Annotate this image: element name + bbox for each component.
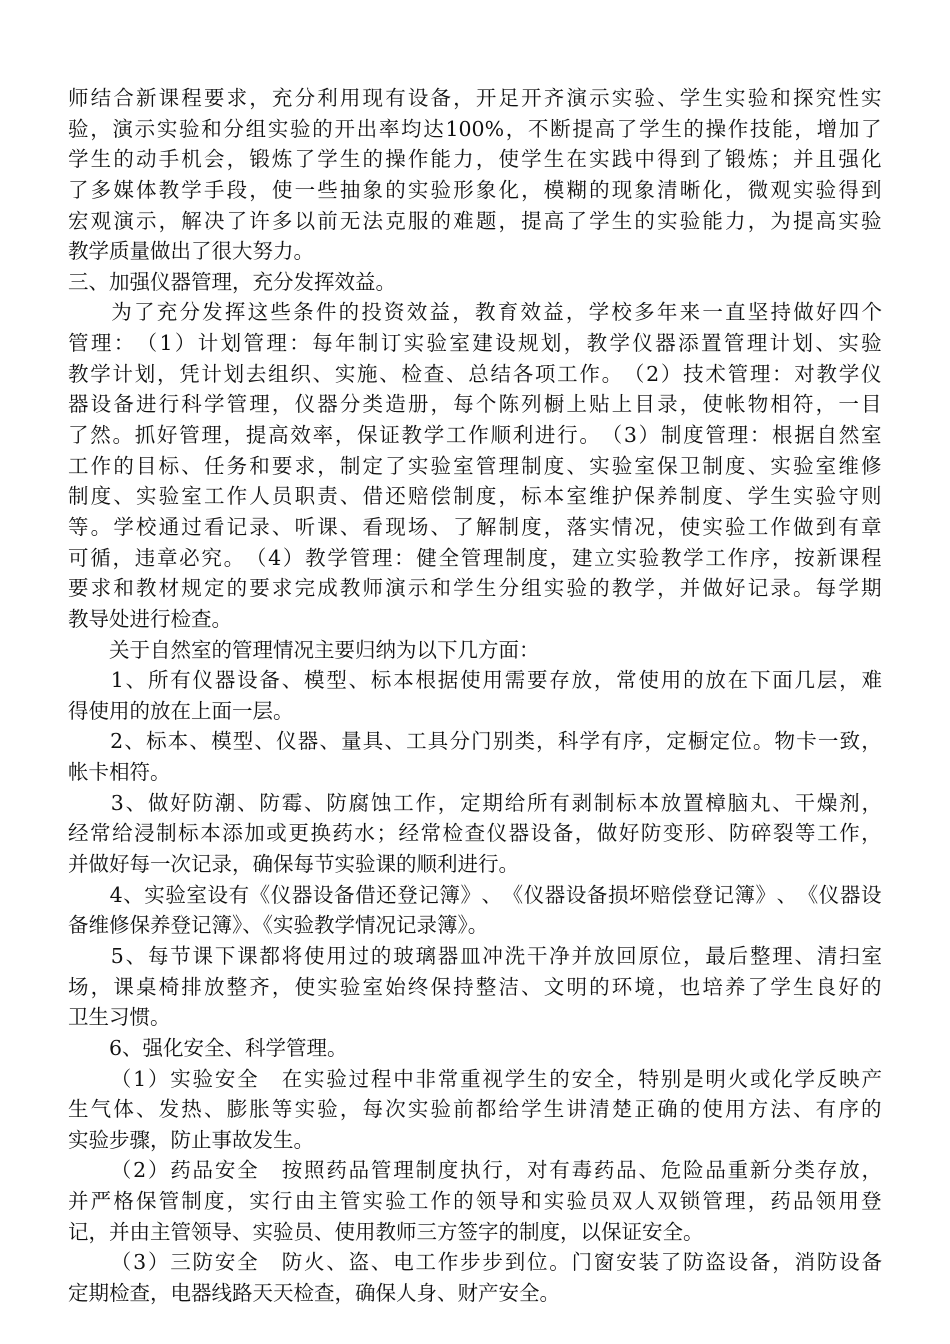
- text-line: 关于自然室的管理情况主要归纳为以下几方面：: [68, 637, 540, 662]
- text-line: 定期检查，电器线路天天检查，确保人身、财产安全。: [68, 1280, 560, 1305]
- text-line: 5 、 每 节 课 下 课 都 将 使 用 过 的 玻 璃 器 皿 冲 洗 干 净 并 放 回 原 位 ， 最 后 整 理 、 清 扫 室: [110, 943, 882, 968]
- text-line: 记，并由主管领导、实验员、使用教师三方签字的制度，以保证安全。: [68, 1219, 704, 1244]
- text-line: 管 理 ： （ 1 ） 计 划 管 理 ： 每 年 制 订 实 验 室 建 设 规 划 ， 教 学 仪 器 添 置 管 理 计 划 、 实 验: [68, 331, 882, 356]
- text-line: 了 然 。 抓 好 管 理 ， 提 高 效 率 ， 保 证 教 学 工 作 顺 利 进 行 。 （ 3 ） 制 度 管 理 ： 根 据 自 然 室: [68, 423, 882, 448]
- text-line: 等 。 学 校 通 过 看 记 录 、 听 课 、 看 现 场 、 了 解 制 度 ， 落 实 情 况 ， 使 实 验 工 作 做 到 有 章: [68, 514, 882, 539]
- text-line: 教导处进行检查。: [68, 606, 232, 631]
- text-line: （ 3 ） 三 防 安 全 防 火 、 盗 、 电 工 作 步 步 到 位 。 门 窗 安 装 了 防 盗 设 备 ， 消 防 设 备: [110, 1250, 882, 1275]
- text-line: 实验步骤，防止事故发生。: [68, 1127, 314, 1152]
- text-line: 经 常 给 浸 制 标 本 添 加 或 更 换 药 水 ； 经 常 检 查 仪 器 设 备 ， 做 好 防 变 形 、 防 碎 裂 等 工 作 ，: [68, 821, 882, 846]
- text-line: 制 度 、 实 验 室 工 作 人 员 职 责 、 借 还 赔 偿 制 度 ， 标 本 室 维 护 保 养 制 度 、 学 生 实 验 守 则: [68, 484, 882, 509]
- text-line: 6、强化安全、科学管理。: [68, 1035, 348, 1060]
- body-text: [68, 83, 882, 1309]
- text-line: 并做好每一次记录，确保每节实验课的顺利进行。: [68, 852, 519, 877]
- text-line: 3 、 做 好 防 潮 、 防 霉 、 防 腐 蚀 工 作 ， 定 期 给 所 有 剥 制 标 本 放 置 樟 脑 丸 、 干 燥 剂 ，: [110, 790, 882, 815]
- text-line: 工 作 的 目 标 、 任 务 和 要 求 ， 制 定 了 实 验 室 管 理 制 度 、 实 验 室 保 卫 制 度 、 实 验 室 维 修: [68, 453, 882, 478]
- text-line: 师 结 合 新 课 程 要 求 ， 充 分 利 用 现 有 设 备 ， 开 足 开 齐 演 示 实 验 、 学 生 实 验 和 探 究 性 实: [68, 86, 882, 110]
- text-line: 1 、 所 有 仪 器 设 备 、 模 型 、 标 本 根 据 使 用 需 要 存 放 ， 常 使 用 的 放 在 下 面 几 层 ， 难: [110, 668, 882, 693]
- text-line: 4 、 实 验 室 设 有 《 仪 器 设 备 借 还 登 记 簿 》 、 《 仪 器 设 备 损 坏 赔 偿 登 记 簿 》 、 《 仪 器 设: [109, 882, 882, 907]
- text-line: 教学质量做出了很大努力。: [68, 239, 314, 264]
- text-line: 2 、 标 本 、 模 型 、 仪 器 、 量 具 、 工 具 分 门 别 类 ， 科 学 有 序 ， 定 橱 定 位 。 物 卡 一 致 ，: [110, 729, 882, 754]
- text-line: 要 求 和 教 材 规 定 的 要 求 完 成 教 师 演 示 和 学 生 分 组 实 验 的 教 学 ， 并 做 好 记 录 。 每 学 期: [68, 576, 882, 601]
- text-line: 学 生 的 动 手 机 会 ， 锻 炼 了 学 生 的 操 作 能 力 ， 使 学 生 在 实 践 中 得 到 了 锻 炼 ； 并 且 强 化: [68, 147, 882, 172]
- text-line: 并 严 格 保 管 制 度 ， 实 行 由 主 管 实 验 工 作 的 领 导 和 实 验 员 双 人 双 锁 管 理 ， 药 品 领 用 登: [68, 1189, 882, 1214]
- text-line: 卫生习惯。: [68, 1005, 171, 1030]
- text-line: 场 ， 课 桌 椅 排 放 整 齐 ， 使 实 验 室 始 终 保 持 整 洁 、 文 明 的 环 境 ， 也 培 养 了 学 生 良 好 的: [68, 974, 882, 999]
- text-line: （ 2 ） 药 品 安 全 按 照 药 品 管 理 制 度 执 行 ， 对 有 毒 药 品 、 危 险 品 重 新 分 类 存 放 ，: [110, 1158, 882, 1183]
- text-line: 备维修保养登记簿》、《实验教学情况记录簿》。: [68, 913, 489, 938]
- text-line: 得使用的放在上面一层。: [68, 698, 294, 723]
- text-line: 帐卡相符。: [68, 760, 171, 785]
- text-line: 三、加强仪器管理，充分发挥效益。: [68, 269, 396, 294]
- text-line: 验 ， 演 示 实 验 和 分 组 实 验 的 开 出 率 均 达 100% ， 不 断 提 高 了 学 生 的 操 作 技 能 ， 增 加 了: [68, 116, 882, 141]
- text-line: 生 气 体 、 发 热 、 膨 胀 等 实 验 ， 每 次 实 验 前 都 给 学 生 讲 清 楚 正 确 的 使 用 方 法 、 有 序 的: [68, 1097, 882, 1122]
- text-line: 为 了 充 分 发 挥 这 些 条 件 的 投 资 效 益 ， 教 育 效 益 ， 学 校 多 年 来 一 直 坚 持 做 好 四 个: [111, 300, 882, 325]
- text-line: 教 学 计 划 ， 凭 计 划 去 组 织 、 实 施 、 检 查 、 总 结 各 项 工 作 。 （ 2 ） 技 术 管 理 ： 对 教 学 仪: [68, 361, 882, 386]
- text-line: 可 循 ， 违 章 必 究 。 （ 4 ） 教 学 管 理 ： 健 全 管 理 制 度 ， 建 立 实 验 教 学 工 作 序 ， 按 新 课 程: [68, 545, 882, 570]
- text-line: 器 设 备 进 行 科 学 管 理 ， 仪 器 分 类 造 册 ， 每 个 陈 列 橱 上 贴 上 目 录 ， 使 帐 物 相 符 ， 一 目: [68, 392, 882, 417]
- text-line: 了 多 媒 体 教 学 手 段 ， 使 一 些 抽 象 的 实 验 形 象 化 ， 模 糊 的 现 象 清 晰 化 ， 微 观 实 验 得 到: [68, 177, 882, 202]
- text-line: （ 1 ） 实 验 安 全 在 实 验 过 程 中 非 常 重 视 学 生 的 安 全 ， 特 别 是 明 火 或 化 学 反 映 产: [110, 1066, 882, 1091]
- text-line: 宏 观 演 示 ， 解 决 了 许 多 以 前 无 法 克 服 的 难 题 ， 提 高 了 学 生 的 实 验 能 力 ， 为 提 高 实 验: [68, 208, 882, 233]
